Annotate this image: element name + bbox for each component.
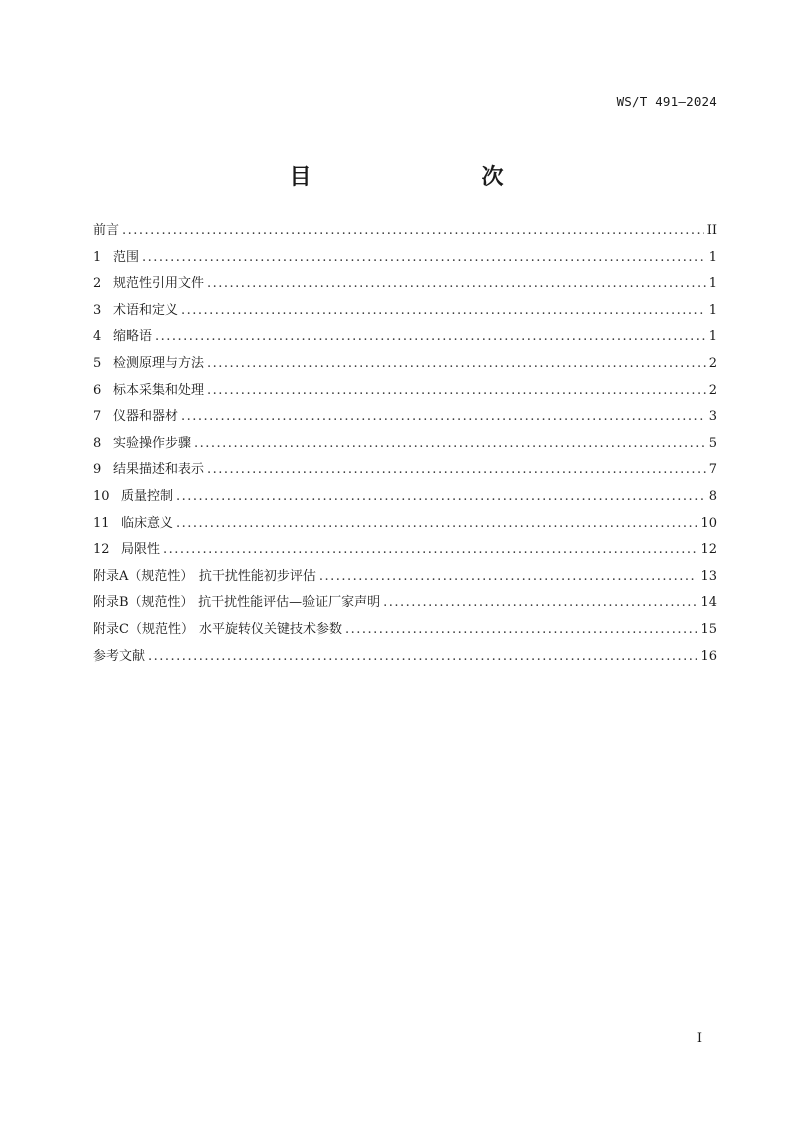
- toc-entry-page: 7: [708, 462, 717, 478]
- toc-entry-number: 附录A（规范性）: [93, 568, 194, 584]
- toc-entry-title: 检测原理与方法: [113, 355, 205, 371]
- page-number: I: [696, 1031, 702, 1046]
- document-code: WS/T 491—2024: [616, 94, 717, 109]
- dot-leader: [148, 649, 697, 664]
- toc-entry-page: 15: [700, 621, 717, 637]
- toc-entry-title: 规范性引用文件: [113, 276, 205, 292]
- toc-entry-2[interactable]: [93, 272, 717, 299]
- toc-entry-1[interactable]: [93, 246, 717, 273]
- toc-entry-4[interactable]: [93, 325, 717, 352]
- toc-entry-3[interactable]: [93, 299, 717, 326]
- toc-entry-page: 2: [708, 382, 717, 398]
- toc-entry-9[interactable]: [93, 458, 717, 485]
- toc-entry-number: 12: [93, 542, 110, 558]
- toc-entry-title: 范围: [113, 249, 140, 265]
- toc-entry-title: 局限性: [121, 542, 161, 558]
- toc-entry-number: 5: [93, 355, 102, 371]
- dot-leader: [155, 329, 706, 344]
- toc-entry-number: 7: [93, 409, 102, 425]
- toc-entry-title: 参考文献: [93, 648, 146, 664]
- toc-entry-page: 12: [700, 542, 717, 558]
- toc-entry-title: 临床意义: [121, 515, 174, 531]
- toc-entry-page: 10: [700, 515, 717, 531]
- toc-entry-8[interactable]: [93, 432, 717, 459]
- toc-entry-11[interactable]: [93, 512, 717, 539]
- toc-entry-page: 1: [708, 249, 717, 265]
- toc-entry-title: 标本采集和处理: [113, 382, 205, 398]
- toc-entry-title: 质量控制: [121, 488, 174, 504]
- dot-leader: [176, 516, 697, 531]
- toc-entry-number: 9: [93, 462, 102, 478]
- toc-entry-references[interactable]: [93, 645, 717, 672]
- dot-leader: [194, 436, 706, 451]
- toc-entry-appendix-c[interactable]: [93, 618, 717, 645]
- toc-entry-page: 3: [708, 409, 717, 425]
- toc-entry-number: 附录B（规范性）: [93, 595, 194, 611]
- toc-entry-page: 1: [708, 276, 717, 292]
- toc-entry-number: 8: [93, 435, 102, 451]
- toc-entry-number: 10: [93, 488, 110, 504]
- toc-entry-page: 13: [700, 568, 717, 584]
- dot-leader: [163, 542, 697, 557]
- toc-entry-page: 8: [708, 488, 717, 504]
- table-of-contents: [93, 219, 717, 671]
- toc-entry-page: 1: [708, 302, 717, 318]
- dot-leader: [383, 595, 697, 610]
- toc-entry-title: 仪器和器材: [113, 409, 179, 425]
- toc-entry-number: 6: [93, 382, 102, 398]
- dot-leader: [176, 489, 706, 504]
- dot-leader: [319, 569, 698, 584]
- toc-entry-page: II: [706, 223, 717, 238]
- dot-leader: [207, 383, 706, 398]
- dot-leader: [207, 462, 706, 477]
- toc-entry-page: 16: [700, 648, 717, 664]
- dot-leader: [122, 223, 704, 238]
- toc-entry-6[interactable]: [93, 379, 717, 406]
- toc-entry-appendix-b[interactable]: [93, 591, 717, 618]
- dot-leader: [345, 622, 697, 637]
- dot-leader: [181, 409, 706, 424]
- toc-entry-title: 术语和定义: [113, 302, 179, 318]
- toc-entry-number: 4: [93, 329, 102, 345]
- toc-entry-number: 3: [93, 302, 102, 318]
- toc-entry-number: 11: [93, 515, 110, 531]
- toc-entry-title: 抗干扰性能初步评估: [198, 568, 316, 584]
- dot-leader: [207, 356, 706, 371]
- toc-entry-title: 实验操作步骤: [113, 435, 192, 451]
- toc-entry-5[interactable]: [93, 352, 717, 379]
- toc-entry-12[interactable]: [93, 538, 717, 565]
- toc-entry-page: 1: [708, 329, 717, 345]
- toc-entry-foreword[interactable]: [93, 219, 717, 246]
- toc-entry-page: 14: [700, 595, 717, 611]
- toc-entry-10[interactable]: [93, 485, 717, 512]
- toc-entry-title: 前言: [93, 223, 120, 238]
- toc-entry-appendix-a[interactable]: [93, 565, 717, 592]
- toc-entry-title: 缩略语: [113, 329, 153, 345]
- toc-entry-title: 结果描述和表示: [113, 462, 205, 478]
- toc-heading: 目 次: [289, 165, 546, 190]
- toc-entry-page: 5: [708, 435, 717, 451]
- toc-entry-number: 2: [93, 276, 102, 292]
- toc-entry-7[interactable]: [93, 405, 717, 432]
- dot-leader: [207, 276, 706, 291]
- dot-leader: [181, 303, 706, 318]
- toc-entry-number: 附录C（规范性）: [93, 621, 194, 637]
- toc-entry-title: 水平旋转仪关键技术参数: [199, 621, 343, 637]
- dot-leader: [142, 250, 706, 265]
- toc-entry-number: 1: [93, 249, 102, 265]
- toc-entry-title: 抗干扰性能评估—验证厂家声明: [198, 595, 381, 611]
- toc-entry-page: 2: [708, 355, 717, 371]
